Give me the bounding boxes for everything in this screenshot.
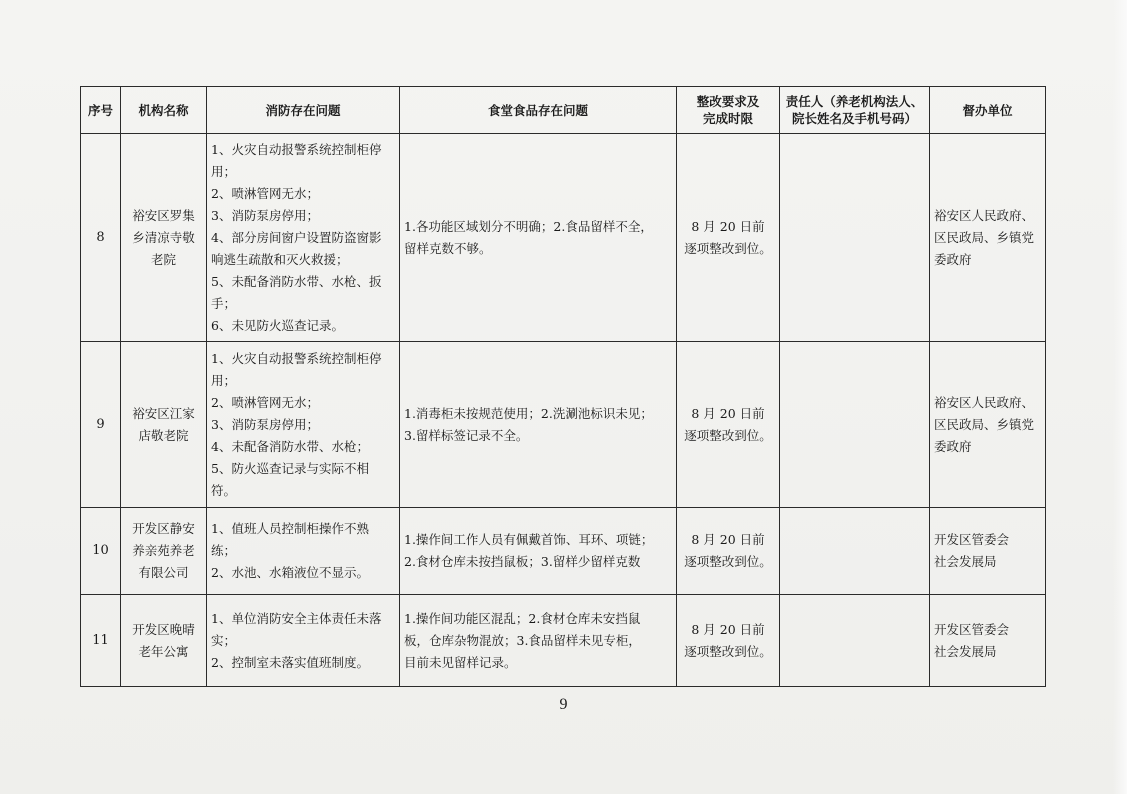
cell-institution-name-line: 裕安区罗集 [132, 207, 195, 223]
cell-no: 10 [81, 508, 121, 595]
cell-fire-issues-line: 用； [211, 163, 237, 179]
cell-no: 11 [81, 595, 121, 687]
cell-fire-issues-line: 2、控制室未落实值班制度。 [211, 654, 369, 670]
cell-supervisor [930, 508, 1046, 595]
header-food: 食堂食品存在问题 [400, 87, 677, 134]
cell-institution-name-line: 有限公司 [138, 565, 189, 580]
cell-responsible [780, 134, 930, 342]
cell-fire-issues-line: 用； [211, 372, 237, 388]
cell-fire-issues [207, 595, 400, 687]
cell-fire-issues-line: 1、火灾自动报警系统控制柜停 [211, 141, 382, 157]
cell-fire-issues-line: 手； [211, 295, 237, 311]
cell-food-issues-line: 1.操作间工作人员有佩戴首饰、耳环、项链； [404, 532, 654, 547]
cell-fire-issues-line: 4、未配备消防水带、水枪； [211, 438, 369, 454]
cell-supervisor-line: 裕安区人民政府、 [934, 207, 1035, 223]
cell-supervisor-line: 开发区管委会 [934, 532, 1010, 547]
cell-fire-issues-line: 3、消防泵房停用； [211, 416, 319, 432]
cell-fire-issues [207, 134, 400, 342]
cell-institution-name-line: 店敬老院 [138, 427, 189, 443]
cell-institution-name [121, 508, 207, 595]
cell-institution-name-line: 乡清凉寺敬 [132, 229, 195, 245]
cell-institution-name [121, 134, 207, 342]
cell-responsible [780, 342, 930, 508]
cell-food-issues-line: 板，仓库杂物混放；3.食品留样未见专柜， [404, 632, 641, 648]
cell-supervisor-line: 社会发展局 [934, 554, 997, 569]
cell-fire-issues-line: 1、单位消防安全主体责任未落 [211, 610, 382, 626]
cell-deadline-line: 逐项整改到位。 [684, 240, 772, 256]
cell-deadline-line: 8 月 20 日前 [691, 621, 765, 637]
header-fire: 消防存在问题 [207, 87, 400, 134]
rectification-table [80, 86, 1046, 687]
header-responsible-line2: 院长姓名及手机号码） [791, 111, 917, 126]
cell-deadline-line: 8 月 20 日前 [691, 405, 765, 421]
cell-deadline [677, 342, 780, 508]
header-responsible-line1: 责任人（养老机构法人、 [785, 94, 924, 109]
cell-fire-issues-line: 符。 [211, 482, 237, 498]
cell-food-issues-line: 1.消毒柜未按规范使用；2.洗涮池标识未见； [404, 405, 653, 421]
cell-supervisor-line: 委政府 [934, 438, 972, 454]
cell-supervisor-line: 区民政局、乡镇党 [934, 416, 1035, 432]
cell-no: 8 [81, 134, 121, 342]
cell-food-issues [400, 134, 677, 342]
cell-deadline [677, 508, 780, 595]
cell-supervisor-line: 委政府 [934, 251, 972, 267]
cell-fire-issues [207, 342, 400, 508]
cell-food-issues-line: 1.操作间功能区混乱；2.食材仓库未安挡鼠 [404, 610, 641, 626]
scan-edge [1113, 0, 1127, 794]
cell-fire-issues-line: 2、喷淋管网无水； [211, 394, 319, 410]
cell-supervisor-line: 社会发展局 [934, 643, 997, 659]
table-row [81, 595, 1046, 687]
header-deadline [677, 87, 780, 134]
cell-fire-issues-line: 6、未见防火巡查记录。 [211, 317, 344, 333]
cell-institution-name-line: 裕安区江家 [132, 405, 195, 421]
cell-supervisor [930, 595, 1046, 687]
page-number: 9 [559, 696, 568, 713]
cell-deadline-line: 逐项整改到位。 [684, 643, 772, 659]
cell-fire-issues-line: 3、消防泵房停用； [211, 207, 319, 223]
cell-supervisor-line: 裕安区人民政府、 [934, 394, 1035, 410]
table-row [81, 134, 1046, 342]
table-row [81, 508, 1046, 595]
cell-food-issues [400, 595, 677, 687]
table-row [81, 342, 1046, 508]
cell-supervisor-line: 开发区管委会 [934, 621, 1010, 637]
cell-deadline [677, 134, 780, 342]
cell-responsible [780, 595, 930, 687]
cell-deadline-line: 8 月 20 日前 [691, 532, 765, 547]
cell-fire-issues-line: 2、水池、水箱液位不显示。 [211, 565, 369, 580]
cell-institution-name [121, 342, 207, 508]
cell-deadline-line: 逐项整改到位。 [684, 427, 772, 443]
cell-fire-issues-line: 4、部分房间窗户设置防盗窗影 [211, 229, 382, 245]
cell-food-issues-line: 目前未见留样记录。 [404, 654, 517, 670]
cell-deadline-line: 逐项整改到位。 [684, 554, 772, 569]
cell-responsible [780, 508, 930, 595]
cell-food-issues-line: 留样克数不够。 [404, 240, 492, 256]
cell-supervisor-line: 区民政局、乡镇党 [934, 229, 1035, 245]
header-deadline-line2: 完成时限 [702, 111, 753, 126]
cell-fire-issues-line: 响逃生疏散和灭火救援； [211, 251, 349, 267]
cell-fire-issues-line: 5、未配备消防水带、水枪、扳 [211, 273, 382, 289]
cell-fire-issues-line: 实； [211, 632, 237, 648]
cell-no: 9 [81, 342, 121, 508]
cell-food-issues-line: 2.食材仓库未按挡鼠板；3.留样少留样克数 [404, 554, 641, 569]
header-deadline-line1: 整改要求及 [696, 94, 760, 109]
cell-institution-name-line: 养亲苑养老 [132, 543, 195, 558]
cell-institution-name [121, 595, 207, 687]
cell-deadline [677, 595, 780, 687]
cell-supervisor [930, 134, 1046, 342]
header-no: 序号 [81, 87, 121, 134]
cell-food-issues-line: 3.留样标签记录不全。 [404, 427, 529, 443]
cell-fire-issues-line: 1、值班人员控制柜操作不熟 [211, 521, 369, 536]
cell-supervisor [930, 342, 1046, 508]
cell-food-issues [400, 508, 677, 595]
table-body [81, 134, 1046, 687]
cell-food-issues-line: 1.各功能区域划分不明确；2.食品留样不全， [404, 218, 653, 234]
cell-deadline-line: 8 月 20 日前 [691, 218, 765, 234]
cell-fire-issues-line: 5、防火巡查记录与实际不相 [211, 460, 369, 476]
header-supervisor: 督办单位 [930, 87, 1046, 134]
cell-institution-name-line: 老院 [150, 251, 176, 267]
cell-fire-issues-line: 练； [211, 543, 237, 558]
cell-food-issues [400, 342, 677, 508]
table-header-row [81, 87, 1046, 134]
header-responsible [780, 87, 930, 134]
cell-institution-name-line: 开发区晚晴 [132, 621, 195, 637]
header-name: 机构名称 [121, 87, 207, 134]
cell-institution-name-line: 开发区静安 [132, 521, 195, 536]
cell-fire-issues-line: 1、火灾自动报警系统控制柜停 [211, 350, 382, 366]
cell-fire-issues-line: 2、喷淋管网无水； [211, 185, 319, 201]
cell-fire-issues [207, 508, 400, 595]
cell-institution-name-line: 老年公寓 [138, 643, 189, 659]
